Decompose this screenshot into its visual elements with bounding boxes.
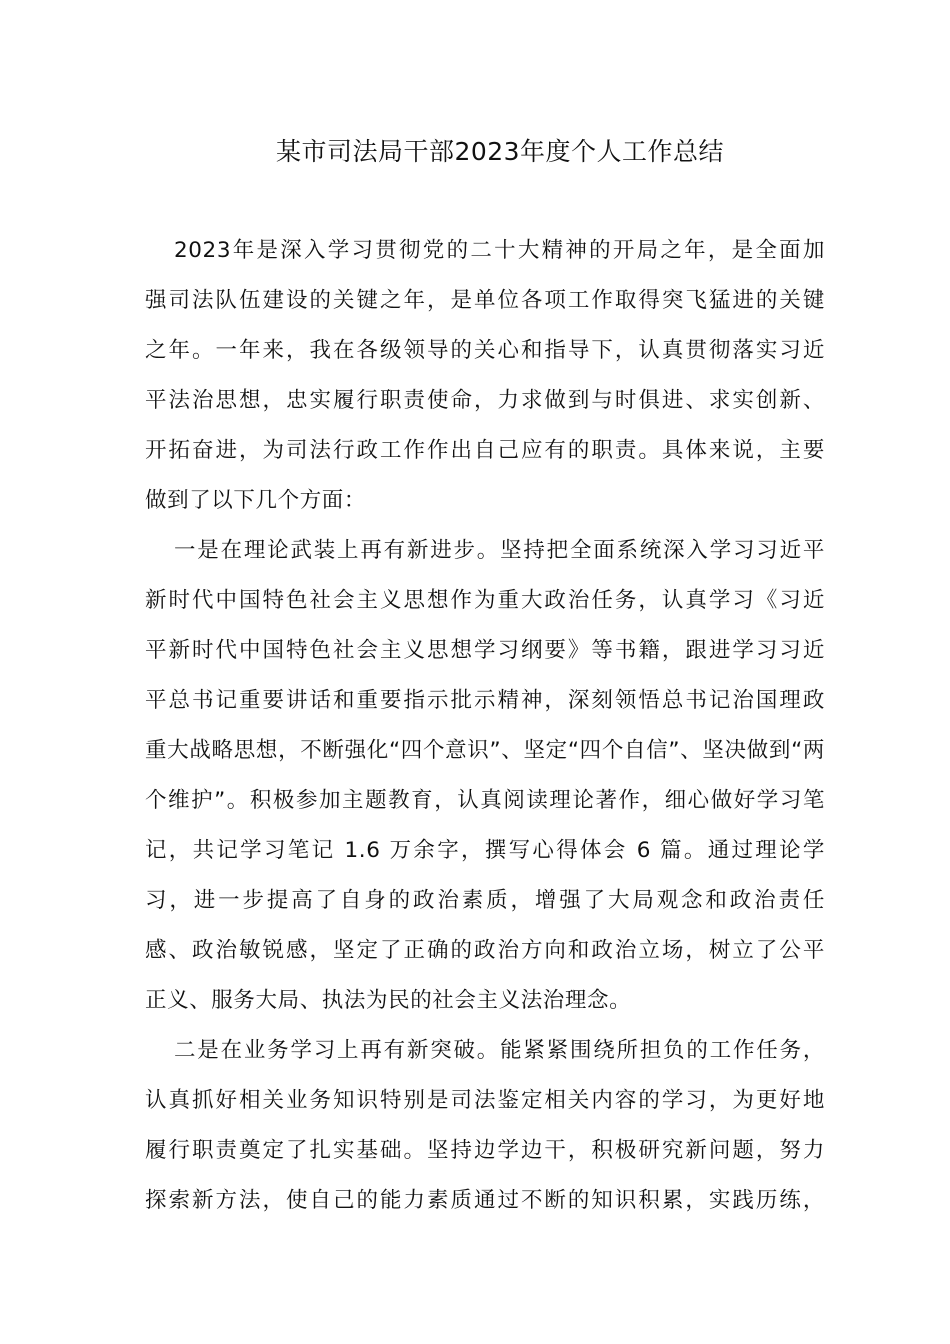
paragraph-2-line-6: 个维护”。积极参加主题教育，认真阅读理论著作，细心做好学习笔 bbox=[145, 788, 825, 813]
document-body bbox=[145, 226, 825, 1226]
paragraph-3-line-2: 认真抓好相关业务知识特别是司法鉴定相关内容的学习，为更好地 bbox=[145, 1088, 825, 1113]
paragraph-2-line-3: 平新时代中国特色社会主义思想学习纲要》等书籍，跟进学习习近 bbox=[145, 638, 825, 663]
paragraph-1-line-1: 2023年是深入学习贯彻党的二十大精神的开局之年，是全面加 bbox=[174, 238, 825, 263]
document-title: 某市司法局干部2023年度个人工作总结 bbox=[275, 137, 725, 166]
paragraph-2-line-1: 一是在理论武装上再有新进步。坚持把全面系统深入学习习近平 bbox=[174, 538, 825, 563]
paragraph-1-line-4: 平法治思想，忠实履行职责使命，力求做到与时俱进、求实创新、 bbox=[145, 388, 825, 413]
paragraph-2-line-5: 重大战略思想，不断强化“四个意识”、坚定“四个自信”、坚决做到“两 bbox=[145, 738, 825, 763]
paragraph-1-line-5: 开拓奋进，为司法行政工作作出自己应有的职责。具体来说，主要 bbox=[145, 438, 825, 463]
paragraph-2-line-10: 正义、服务大局、执法为民的社会主义法治理念。 bbox=[145, 988, 632, 1013]
paragraph-1-line-6: 做到了以下几个方面： bbox=[145, 488, 367, 513]
paragraph-1-line-3: 之年。一年来，我在各级领导的关心和指导下，认真贯彻落实习近 bbox=[145, 338, 825, 363]
paragraph-1-line-2: 强司法队伍建设的关键之年，是单位各项工作取得突飞猛进的关键 bbox=[145, 288, 825, 313]
paragraph-3-line-1: 二是在业务学习上再有新突破。能紧紧围绕所担负的工作任务， bbox=[174, 1038, 825, 1063]
paragraph-2-line-8: 习，进一步提高了自身的政治素质，增强了大局观念和政治责任 bbox=[145, 888, 825, 913]
paragraph-2-line-4: 平总书记重要讲话和重要指示批示精神，深刻领悟总书记治国理政 bbox=[145, 688, 825, 713]
paragraph-3-line-4: 探索新方法，使自己的能力素质通过不断的知识积累，实践历练， bbox=[145, 1188, 825, 1213]
paragraph-3-line-3: 履行职责奠定了扎实基础。坚持边学边干，积极研究新问题，努力 bbox=[145, 1138, 825, 1163]
paragraph-2-line-2: 新时代中国特色社会主义思想作为重大政治任务，认真学习《习近 bbox=[145, 588, 825, 613]
paragraph-2-line-7: 记，共记学习笔记 1.6 万余字，撰写心得体会 6 篇。通过理论学 bbox=[145, 838, 825, 863]
paragraph-2-line-9: 感、政治敏锐感，坚定了正确的政治方向和政治立场，树立了公平 bbox=[145, 938, 825, 963]
